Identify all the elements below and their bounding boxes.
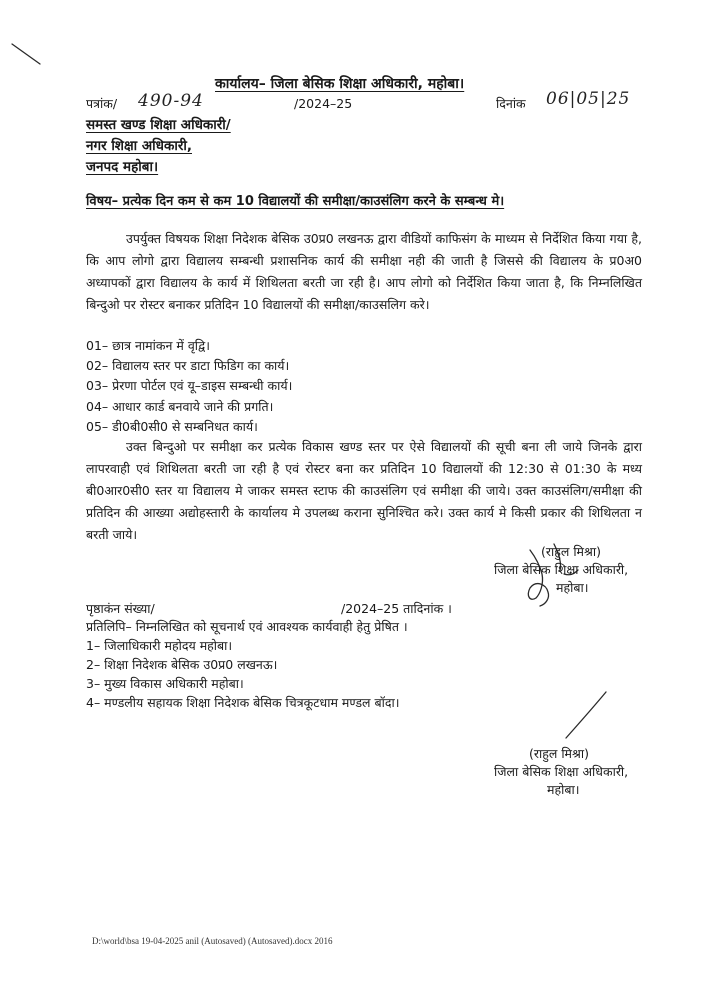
- point-item: 02– विद्यालय स्तर पर डाटा फिडिग का कार्य।: [86, 358, 290, 373]
- signatory-place-2: महोबा।: [547, 782, 580, 797]
- subject-line: विषय– प्रत्येक दिन कम से कम 10 विद्यालयों की समीक्षा/काउसंलिग करने के सम्बन्ध मे।: [86, 194, 505, 209]
- date-label: दिनांक: [496, 96, 526, 111]
- copy-to-line: प्रतिलिपि– निम्नलिखित को सूचनार्थ एवं आवश्यक कार्यवाही हेतु प्रेषित ।: [86, 619, 408, 634]
- signatory-designation-1: जिला बेसिक शिक्षा अधिकारी,: [494, 562, 629, 577]
- point-item: 03– प्रेरणा पोर्टल एवं यू–डाइस सम्बन्धी कार्य।: [86, 378, 293, 393]
- body-paragraph-1: उपर्युक्त विषयक शिक्षा निदेशक बेसिक उ0प्र0 लखनऊ द्वारा वीडियों काफिसंग के माध्यम से निर्देशित किया गया है, कि आप लोगो द्वारा विद्यालय सम्बन्धी प्रशासनिक कार्य की समीक्षा नही की जाती है जिससे की विद्यालय के प्र0अ0 अध्यापकों द्वारा विद्यालय के कार्य में शिथिलता बरती जा रही है। आप लोगो को निर्देशित किया जाता है, कि निम्नलिखित बिन्दुओ पर रोस्टर बनाकर प्रतिदिन 10 विद्यालयों की समीक्षा/काउसलिग करे।: [86, 231, 642, 312]
- body-paragraph-2: उक्त बिन्दुओ पर समीक्षा कर प्रत्येक विकास खण्ड स्तर पर ऐसे विद्यालयों की सूची बना ली जाये जिनके द्वारा लापरवाही एवं शिथिलता बरती जा रही है एवं रोस्टर बना कर प्रतिदिन 10 विद्यालयों की 12:30 से 01:30 के मध्य बी0आर0सी0 स्तर या विद्यालय मे जाकर समस्त स्टाफ की काउसंलिग एवं समीक्षा की जाये। उक्त काउसंलिग/समीक्षा की प्रतिदिन की आख्या अद्योहस्तारी के कार्यालय मे उपलब्ध कराना सुनिश्चित करे। उक्त कार्य मे किसी प्रकार की शिथिलता न बरती जाये।: [86, 439, 642, 542]
- signatory-name-2: (राहुल मिश्रा): [529, 746, 589, 761]
- signatory-name-1: (राहुल मिश्रा): [541, 544, 601, 559]
- corner-pen-mark: [10, 40, 50, 70]
- addressee-line-2: नगर शिक्षा अधिकारी,: [86, 138, 192, 154]
- letter-year: /2024–25: [294, 96, 353, 111]
- letter-number-label: पत्रांक/: [86, 96, 118, 111]
- addressee-line-1: समस्त खण्ड शिक्षा अधिकारी/: [86, 117, 231, 133]
- file-path-footer: D:\world\bsa 19-04-2025 anil (Autosaved) (Autosaved).docx 2016: [92, 936, 333, 946]
- signatory-place-1: महोबा।: [556, 580, 589, 595]
- endorsement-number-label: पृष्ठाकंन संख्या/: [86, 601, 155, 616]
- point-item: 01– छात्र नामांकन में वृद्वि।: [86, 338, 210, 353]
- date-value: 06|05|25: [546, 89, 631, 109]
- recipient-item: 3– मुख्य विकास अधिकारी महोबा।: [86, 676, 244, 691]
- addressee-line-3: जनपद महोबा।: [86, 159, 159, 175]
- point-item: 05– डी0बी0सी0 से सम्बनिधत कार्य।: [86, 419, 258, 434]
- recipient-item: 4– मण्डलीय सहायक शिक्षा निदेशक बेसिक चित्रकूटधाम मण्डल बॉदा।: [86, 695, 400, 710]
- signature-scribble-2: [560, 690, 620, 745]
- point-item: 04– आधार कार्ड बनवाये जाने की प्रगति।: [86, 399, 274, 414]
- signatory-designation-2: जिला बेसिक शिक्षा अधिकारी,: [494, 764, 629, 779]
- office-title: कार्यालय– जिला बेसिक शिक्षा अधिकारी, महोबा।: [215, 76, 465, 92]
- endorsement-year-date: /2024–25 तादिनांक ।: [341, 601, 452, 616]
- recipient-item: 1– जिलाधिकारी महोदय महोबा।: [86, 638, 233, 653]
- recipient-item: 2– शिक्षा निदेशक बेसिक उ0प्र0 लखनऊ।: [86, 657, 278, 672]
- letter-number-value: 490-94: [138, 91, 204, 111]
